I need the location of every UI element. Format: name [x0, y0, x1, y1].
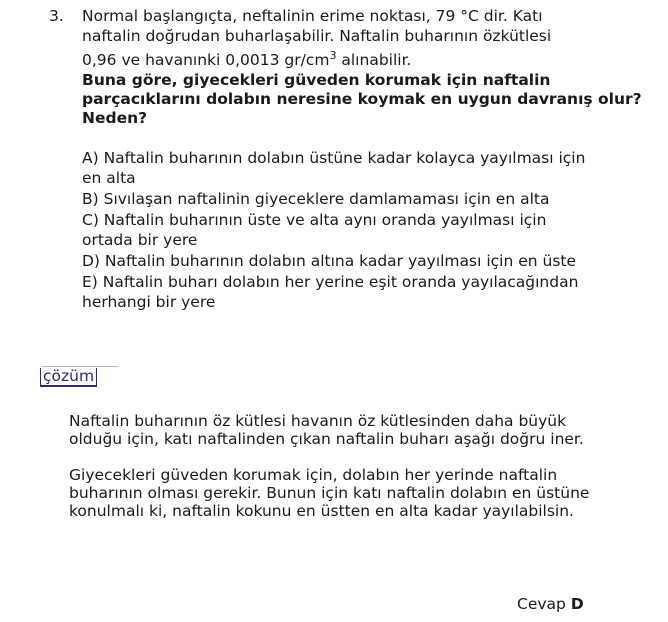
answer-options: [82, 148, 602, 313]
answer-label: Cevap: [517, 595, 566, 613]
option-a: A) Naftalin buharının dolabın üstüne kadar kolayca yayılması için en alta: [82, 149, 586, 187]
solution-heading-box: [40, 364, 97, 387]
question-line-2: naftalin doğrudan buharlaşabilir. Naftalin buharının özkütlesi: [82, 27, 552, 45]
option-e: E) Naftalin buharı dolabın her yerine eşit oranda yayılacağından herhangi bir yere: [82, 273, 579, 311]
answer-letter: D: [570, 595, 584, 613]
unit-exponent: 3: [329, 49, 337, 62]
option-d: D) Naftalin buharının dolabın altına kadar yayılması için en üste: [82, 252, 577, 270]
question-line-1: Normal başlangıçta, neftalinin erime noktası, 79 °C dir. Katı: [82, 7, 543, 25]
question-line-3: [82, 46, 642, 70]
question-text: [82, 6, 642, 128]
answer-line: [517, 595, 584, 613]
option-b: B) Sıvılaşan naftalinin giyeceklere damlamaması için en alta: [82, 190, 550, 208]
density-text: 0,96 ve havanınki 0,0013 gr/cm: [82, 51, 330, 70]
solution-text: [69, 412, 599, 538]
question-prompt: Buna göre, giyecekleri güveden korumak için naftalin parçacıklarını dolabın neresine koymak en uygun davranış olur? Neden?: [82, 71, 642, 128]
option-c: C) Naftalin buharının üste ve alta aynı oranda yayılması için ortada bir yere: [82, 211, 547, 249]
solution-paragraph-2: Giyecekleri güveden korumak için, dolabın her yerinde naftalin buharının olması gerekir. Bunun için katı naftalin dolabın en üstüne konulmalı ki, naftalin kokunu en üstten en alta kadar yayılabilsin.: [69, 466, 590, 520]
density-text-end: alınabilir.: [336, 51, 412, 70]
solution-paragraph-1: Naftalin buharının öz kütlesi havanın öz kütlesinden daha büyük olduğu için, katı naftalinden çıkan naftalin buharı aşağı doğru iner.: [69, 412, 584, 448]
question-number: 3.: [49, 7, 64, 25]
solution-heading: çözüm: [40, 368, 97, 387]
